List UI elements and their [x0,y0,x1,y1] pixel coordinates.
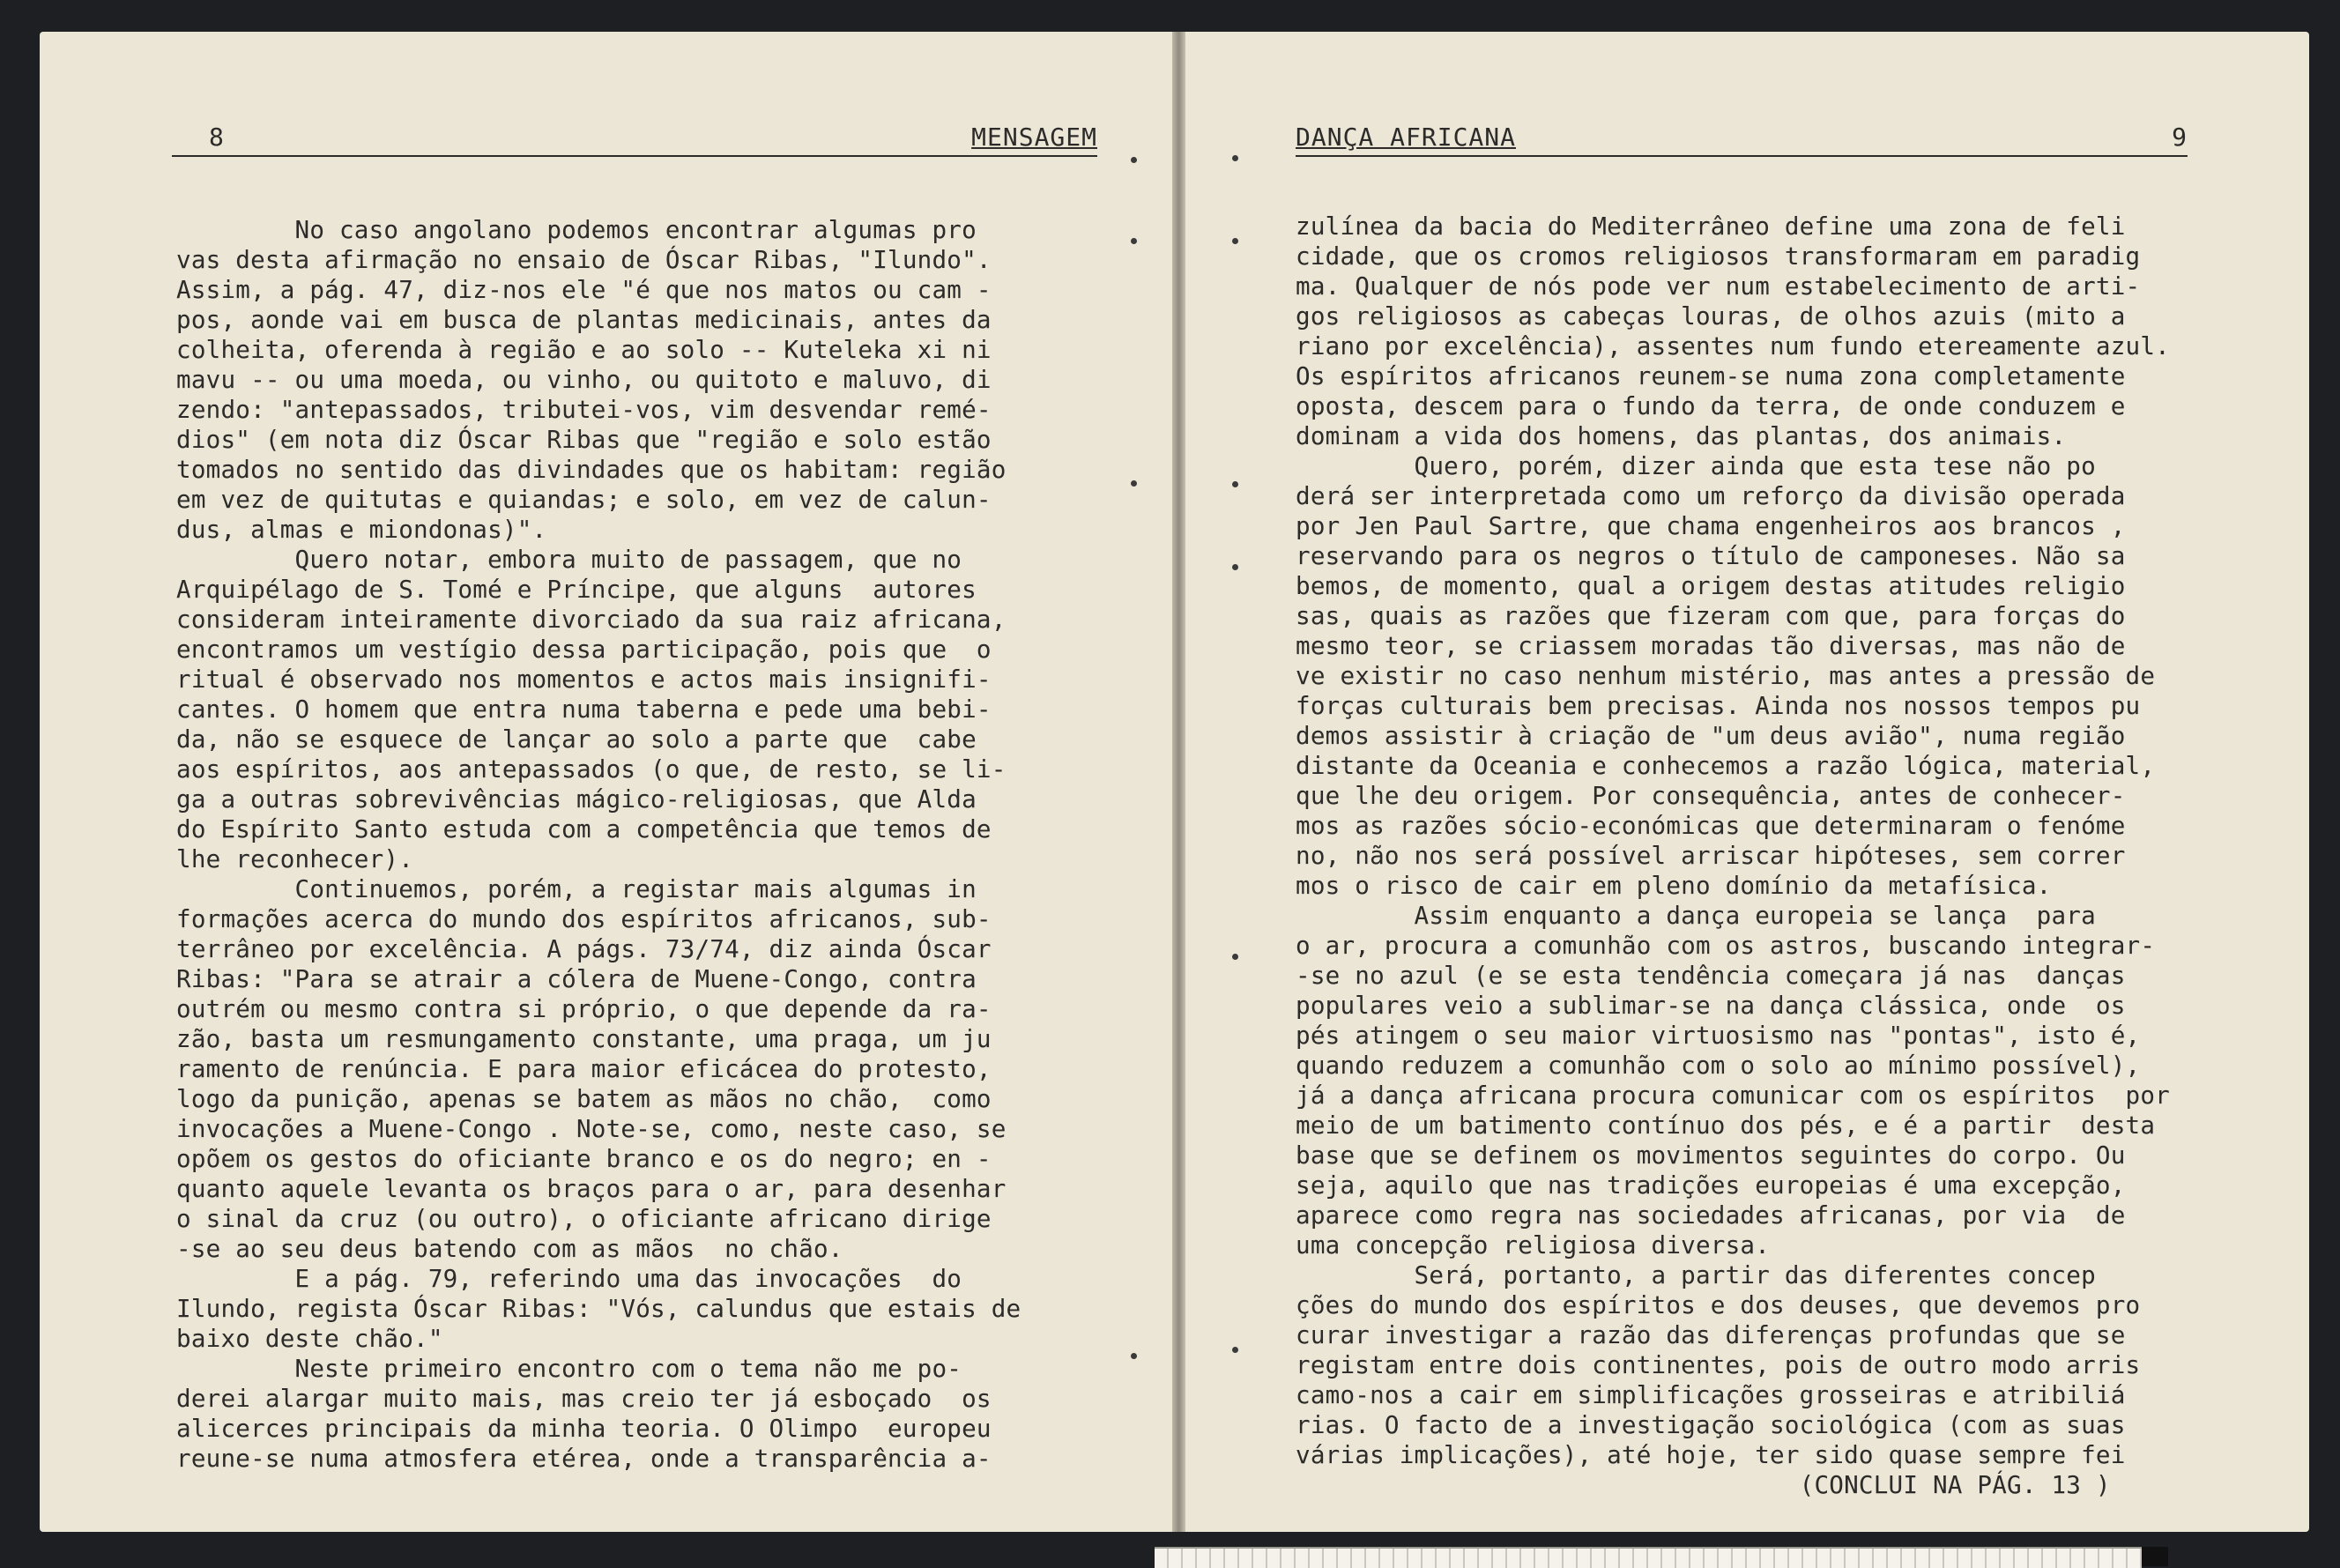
left-page-body [176,215,1102,1474]
text-line: quanto aquele levanta os braços para o ar, para desenhar [176,1174,1007,1203]
text-line: pos, aonde vai em busca de plantas medicinais, antes da [176,305,992,334]
text-line: várias implicações), até hoje, ter sido quase sempre fei [1296,1440,2126,1469]
text-line: (CONCLUI NA PÁG. 13 ) [1296,1470,2111,1499]
text-line: reune-se numa atmosfera etérea, onde a transparência a- [176,1444,992,1473]
text-line: ramento de renúncia. E para maior eficácea do protesto, [176,1054,992,1083]
text-line: pés atingem o seu maior virtuosismo nas "pontas", isto é, [1296,1021,2141,1050]
text-line: camo-nos a cair em simplificações grosseiras e atribiliá [1296,1380,2126,1409]
text-line: Arquipélago de S. Tomé e Príncipe, que alguns autores [176,575,977,604]
scale-ruler [1155,1547,2142,1568]
text-line: ve existir no caso nenhum mistério, mas antes a pressão de [1296,661,2156,690]
binder-hole [1131,238,1137,244]
text-line: bemos, de momento, qual a origem destas atitudes religio [1296,571,2126,600]
right-page-header [1296,118,2188,157]
text-line: da, não se esquece de lançar ao solo a parte que cabe [176,725,977,754]
binder-hole [1232,155,1238,161]
text-line: do Espírito Santo estuda com a competência que temos de [176,814,992,843]
text-line: No caso angolano podemos encontrar algumas pro [176,215,977,244]
text-line: Quero notar, embora muito de passagem, que no [176,545,962,574]
text-line: que lhe deu origem. Por consequência, antes de conhecer- [1296,781,2126,810]
right-page-body [1296,212,2195,1500]
text-line: gos religiosos as cabeças louras, de olhos azuis (mito a [1296,301,2126,331]
text-line: aos espíritos, aos antepassados (o que, de resto, se li- [176,754,1007,784]
binder-hole [1232,481,1238,487]
text-line: base que se definem os movimentos seguintes do corpo. Ou [1296,1141,2126,1170]
left-page-number: 8 [209,123,225,152]
text-line: Neste primeiro encontro com o tema não me po- [176,1354,962,1383]
scale-ruler-end [2142,1547,2168,1566]
text-line: ritual é observado nos momentos e actos mais insignifi- [176,665,992,694]
text-line: consideram inteiramente divorciado da sua raiz africana, [176,605,1007,634]
text-line: Ribas: "Para se atrair a cólera de Muene-Congo, contra [176,964,977,993]
text-line: alicerces principais da minha teoria. O Olimpo europeu [176,1414,992,1443]
text-line: formações acerca do mundo dos espíritos africanos, sub- [176,904,992,933]
text-line: zão, basta um resmungamento constante, uma praga, um ju [176,1024,992,1053]
binder-hole [1232,564,1238,570]
text-line: zendo: "antepassados, tributei-vos, vim desvendar remé- [176,395,992,424]
text-line: oposta, descem para o fundo da terra, de onde conduzem e [1296,391,2126,420]
text-line: ções do mundo dos espíritos e dos deuses, que devemos pro [1296,1290,2141,1319]
text-line: E a pág. 79, referindo uma das invocações do [176,1264,962,1293]
text-line: zulínea da bacia do Mediterrâneo define uma zona de feli [1296,212,2126,241]
text-line: encontramos um vestígio dessa participação, pois que o [176,635,992,664]
text-line: riano por excelência), assentes num fundo etereamente azul. [1296,331,2170,360]
text-line: já a dança africana procura comunicar com os espíritos por [1296,1081,2170,1110]
text-line: Ilundo, regista Óscar Ribas: "Vós, calundus que estais de [176,1294,1021,1323]
text-line: dios" (em nota diz Óscar Ribas que "região e solo estão [176,425,992,454]
binder-hole [1232,1347,1238,1353]
right-page [1185,32,2309,1532]
text-line: dus, almas e miondonas)". [176,515,547,544]
text-line: curar investigar a razão das diferenças profundas que se [1296,1320,2126,1349]
text-line: meio de um batimento contínuo dos pés, e é a partir desta [1296,1111,2156,1140]
text-line: Assim, a pág. 47, diz-nos ele "é que nos matos ou cam - [176,275,992,304]
text-line: derá ser interpretada como um reforço da divisão operada [1296,481,2126,510]
binder-hole [1131,157,1137,163]
text-line: ma. Qualquer de nós pode ver num estabelecimento de arti- [1296,271,2141,301]
text-line: quando reduzem a comunhão com o solo ao mínimo possível), [1296,1051,2141,1080]
text-line: sas, quais as razões que fizeram com que, para forças do [1296,601,2126,630]
text-line: Quero, porém, dizer ainda que esta tese não po [1296,451,2096,480]
text-line: mos as razões sócio-económicas que determinaram o fenóme [1296,811,2126,840]
text-line: o ar, procura a comunhão com os astros, buscando integrar- [1296,931,2156,960]
text-line: mos o risco de cair em pleno domínio da metafísica. [1296,871,2052,900]
binder-hole [1232,954,1238,960]
binder-hole [1131,1353,1137,1359]
text-line: Será, portanto, a partir das diferentes concep [1296,1260,2096,1289]
text-line: logo da punição, apenas se batem as mãos no chão, como [176,1084,992,1113]
text-line: opõem os gestos do oficiante branco e os do negro; en - [176,1144,992,1173]
text-line: rias. O facto de a investigação sociológica (com as suas [1296,1410,2126,1439]
text-line: mesmo teor, se criassem moradas tão diversas, mas não de [1296,631,2126,660]
binder-hole [1232,238,1238,244]
text-line: -se no azul (e se esta tendência começara já nas danças [1296,961,2126,990]
text-line: outrém ou mesmo contra si próprio, o que depende da ra- [176,994,992,1023]
text-line: distante da Oceania e conhecemos a razão lógica, material, [1296,751,2156,780]
text-line: em vez de quitutas e quiandas; e solo, em vez de calun- [176,485,992,514]
text-line: aparece como regra nas sociedades africanas, por via de [1296,1200,2126,1230]
left-running-title: MENSAGEM [971,123,1097,152]
text-line: dominam a vida dos homens, das plantas, dos animais. [1296,421,2067,450]
binder-hole [1131,480,1137,487]
text-line: tomados no sentido das divindades que os habitam: região [176,455,1007,484]
text-line: vas desta afirmação no ensaio de Óscar Ribas, "Ilundo". [176,245,992,274]
text-line: reservando para os negros o título de camponeses. Não sa [1296,541,2126,570]
text-line: forças culturais bem precisas. Ainda nos nossos tempos pu [1296,691,2141,720]
text-line: registam entre dois continentes, pois de outro modo arris [1296,1350,2141,1379]
right-running-title: DANÇA AFRICANA [1296,123,1517,152]
text-line: Continuemos, porém, a registar mais algumas in [176,874,977,903]
text-line: demos assistir à criação de "um deus avião", numa região [1296,721,2126,750]
text-line: Os espíritos africanos reunem-se numa zona completamente [1296,361,2126,390]
text-line: o sinal da cruz (ou outro), o oficiante africano dirige [176,1204,992,1233]
text-line: cantes. O homem que entra numa taberna e pede uma bebi- [176,695,992,724]
text-line: baixo deste chão." [176,1324,443,1353]
text-line: por Jen Paul Sartre, que chama engenheiros aos brancos , [1296,511,2126,540]
text-line: no, não nos será possível arriscar hipóteses, sem correr [1296,841,2126,870]
text-line: mavu -- ou uma moeda, ou vinho, ou quitoto e maluvo, di [176,365,992,394]
left-page-header [172,118,1097,157]
text-line: invocações a Muene-Congo . Note-se, como, neste caso, se [176,1114,1007,1143]
text-line: derei alargar muito mais, mas creio ter já esboçado os [176,1384,992,1413]
text-line: populares veio a sublimar-se na dança clássica, onde os [1296,991,2126,1020]
text-line: terrâneo por excelência. A págs. 73/74, diz ainda Óscar [176,934,992,963]
text-line: uma concepção religiosa diversa. [1296,1230,1771,1260]
left-page [40,32,1172,1532]
book-gutter [1172,32,1185,1532]
text-line: cidade, que os cromos religiosos transformaram em paradig [1296,242,2141,271]
text-line: Assim enquanto a dança europeia se lança para [1296,901,2096,930]
text-line: lhe reconhecer). [176,844,414,873]
text-line: seja, aquilo que nas tradições europeias é uma excepção, [1296,1170,2126,1200]
text-line: ga a outras sobrevivências mágico-religiosas, que Alda [176,784,977,814]
right-page-number: 9 [2172,123,2188,152]
text-line: -se ao seu deus batendo com as mãos no chão. [176,1234,843,1263]
text-line: colheita, oferenda à região e ao solo -- Kuteleka xi ni [176,335,992,364]
